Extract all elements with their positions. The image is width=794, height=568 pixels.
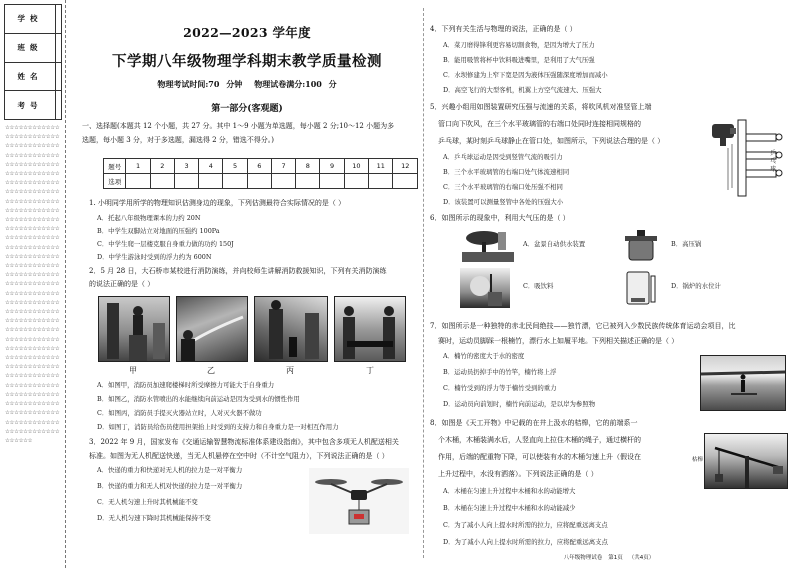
q2-option-d: D．如图丁，消防员给伤员使用担架抬上时受到的支持力和自身重力是一对相互作用力 <box>97 423 339 431</box>
q7-bamboo-rafting-photo <box>700 355 786 411</box>
q2-stem-1: 2．5 月 28 日，大石桥市某校进行消防演练，并向校师生讲解消防救援知识，下列有关消防演练 <box>89 267 387 275</box>
answer-grid-num: 7 <box>271 159 295 174</box>
q8-option-a: A．木桶在匀速上升过程中木桶和水的动能增大 <box>443 487 576 495</box>
q4-option-c: C．水坝修建为上窄下宽是因为液体压强随深度增加而减小 <box>443 71 608 79</box>
q2-label-yi: 乙 <box>207 366 215 375</box>
exam-meta <box>76 79 418 90</box>
q1-option-c: C．中学生爬一层楼克服自身重力做的功约 150J <box>97 240 234 248</box>
right-column <box>428 0 790 568</box>
q3-option-a: A．快递的重力和快递对无人机的拉力是一对平衡力 <box>97 466 243 474</box>
footer-total: （共4页） <box>628 555 655 561</box>
footer-subject: 八年级物理试卷 <box>563 555 603 561</box>
answer-cell[interactable] <box>199 174 223 189</box>
answer-grid-num: 8 <box>296 159 320 174</box>
q2-option-c: C．如图丙，消防员手提灭火器站立时，人对灭火器不做功 <box>97 409 262 417</box>
q3-drone-figure <box>309 468 409 534</box>
answer-grid-label-no: 题号 <box>104 159 126 174</box>
q5-option-a: A．乒乓球运动是因受到竖管气流的吸引力 <box>443 153 563 161</box>
bamboo-rafter-illustration <box>701 356 786 411</box>
q2-photo-bing <box>254 296 328 362</box>
q1-option-d: D．中学生游泳时受到的浮力约为 600N <box>97 253 212 261</box>
q6-stem: 6．如图所示的现象中，利用大气压的是（ ） <box>430 214 570 222</box>
q8-option-d: D．为了减小人向上提水时所需的拉力，应将配重远离支点 <box>443 538 608 546</box>
fold-line <box>423 8 424 558</box>
q7-stem-1: 7．如图所示是一种独特的赤北民间绝技——独竹漂，它已被列入少数民族传统体育运动会项目，比 <box>430 322 736 330</box>
answer-cell[interactable] <box>247 174 271 189</box>
section-intro-1: 一、选择题(本题共 12 个小题，共 27 分。其中 1～9 小题为单选题，每小题 2 分;10～12 小题为多 <box>82 122 395 130</box>
q5-stem-3: 乒乓球，某时刻乒乓球静止在管口处，如图所示，下列说法合理的是（ ） <box>438 137 665 145</box>
field-exam-number[interactable]: 考号 <box>5 91 61 119</box>
section-intro-2: 选题，每小题 3 分，对于多选题，漏选得 2 分，错选不得分。) <box>82 136 275 144</box>
extinguisher-illustration <box>255 297 328 362</box>
q2-label-ding: 丁 <box>366 366 374 375</box>
q5-stem-2: 管口向下吹风，在三个水平玻璃管的右端口处同时连接相同规格的 <box>438 120 641 128</box>
q4-option-d: D．高空飞行的大型客机，机翼上方空气流速大、压强大 <box>443 86 602 94</box>
q8-stem-1: 8．如图是《天工开物》中记载的在井上汲水的桔槔，它的前端系一 <box>430 419 638 427</box>
q2-photo-ding <box>334 296 406 362</box>
part-heading: 第一部分(客观题) <box>211 104 283 114</box>
q7-option-d: D．运动员向前划时，楠竹向前运动，是以岸为参照物 <box>443 400 596 408</box>
binding-sidebar <box>0 0 66 568</box>
q5-diagram-label: 乒乓球 <box>770 150 777 173</box>
stretcher-illustration <box>335 297 406 362</box>
q3-option-c: C．无人机匀速上升时其机械能不变 <box>97 498 198 506</box>
q5-option-c: C．三个水平玻璃管的右端口处压强不相同 <box>443 183 563 191</box>
answer-grid-answer-row <box>104 174 418 189</box>
q8-stem-3: 作用，后端的配重物下降，可以使装有水的木桶匀速上升（假设在 <box>438 453 641 461</box>
answer-grid-label-opt: 选项 <box>104 174 126 189</box>
answer-cell[interactable] <box>126 174 150 189</box>
boiler-gauge-icon <box>623 268 659 308</box>
full-score: 物理试卷满分:100 分 <box>254 79 337 89</box>
q8-diagram-label: 枯槔 <box>692 457 704 463</box>
q2-label-bing: 丙 <box>286 366 294 375</box>
q5-stem-1: 5．兴趣小组用如图装置研究压强与流速的关系，将吹风机对准竖管上端 <box>430 103 652 111</box>
exam-time: 物理考试时间:70 分钟 <box>157 79 243 89</box>
q1-option-b: B．中学生双脚站立对地面的压强约 100Pa <box>97 227 220 235</box>
answer-cell[interactable] <box>223 174 247 189</box>
q3-stem-2: 标准。如图为无人机配送快递，当无人机悬停在空中时（不计空气阻力），下列说法正确的是（ ） <box>89 452 389 460</box>
q3-option-b: B．快递的重力和无人机对快递的拉力是一对平衡力 <box>97 482 243 490</box>
well-sweep-illustration <box>705 434 788 489</box>
q5-option-d: D．该装置可以测量竖管中各处的压强大小 <box>443 198 564 206</box>
q2-photo-yi <box>176 296 248 362</box>
q2-photo-jia <box>98 296 170 362</box>
q5-airflow-diagram <box>710 118 790 200</box>
q7-option-a: A．楠竹的密度大于水的密度 <box>443 352 525 360</box>
q2-option-a: A．如图甲，消防员加速爬楼梯时所受摩擦力可能大于自身重力 <box>97 381 275 389</box>
bonsai-icon <box>460 228 516 264</box>
field-class[interactable]: 班级 <box>5 34 61 63</box>
field-school[interactable]: 学校 <box>5 5 61 34</box>
answer-cell[interactable] <box>393 174 418 189</box>
field-name[interactable]: 姓名 <box>5 63 61 92</box>
q3-option-d: D．无人机匀速下降时其机械能保持不变 <box>97 514 211 522</box>
q6-option-b: B．高压锅 <box>671 240 702 248</box>
answer-grid-num: 6 <box>247 159 271 174</box>
answer-grid-num: 3 <box>174 159 198 174</box>
q8-stem-4: 上升过程中，水没有洒落）。下列说法正确的是（ ） <box>438 470 598 478</box>
answer-grid-num: 11 <box>369 159 393 174</box>
footer-page: 第1页 <box>608 555 623 561</box>
answer-grid-num: 5 <box>223 159 247 174</box>
answer-grid-num: 2 <box>150 159 174 174</box>
q4-option-b: B．能用吸管将杯中饮料吸进嘴里，是利用了大气压强 <box>443 56 595 64</box>
q2-option-b: B．如图乙，消防水管喷出的水能继续向前运动是因为受到水的惯性作用 <box>97 395 300 403</box>
q4-option-a: A．菜刀磨得锋利更容易切割食物，是因为增大了压力 <box>443 41 595 49</box>
q6-option-a: A．盆景自动供水装置 <box>523 240 586 248</box>
answer-grid-num: 10 <box>344 159 368 174</box>
q7-option-b: B．运动员扔掉手中的竹竿，楠竹将上浮 <box>443 368 557 376</box>
q8-stem-2: 个木桶，木桶装满水后，人竖直向上拉住木桶的绳子，通过横杆的 <box>438 436 641 444</box>
drinking-child-photo <box>460 268 510 308</box>
q8-well-sweep-photo <box>704 433 788 489</box>
pressure-cooker-icon <box>623 228 659 264</box>
answer-cell[interactable] <box>150 174 174 189</box>
answer-grid-num: 9 <box>320 159 344 174</box>
answer-cell[interactable] <box>369 174 393 189</box>
answer-grid-header-row <box>104 159 418 174</box>
q6-option-d: D．锅炉的水位计 <box>671 282 721 290</box>
q7-stem-2: 赛时，运动员脚踩一根楠竹，漂行水上如履平地。下列相关描述正确的是（ ） <box>438 337 679 345</box>
q8-option-c: C．为了减小人向上提水时所需的拉力，应将配重远离支点 <box>443 521 608 529</box>
q6-option-c: C．吸饮料 <box>523 282 554 290</box>
q8-option-b: B．木桶在匀速上升过程中木桶和水的动能减少 <box>443 504 576 512</box>
page-footer <box>428 553 790 561</box>
answer-cell[interactable] <box>320 174 344 189</box>
q1-stem: 1. 小明同学用所学的物理知识估测身边的现象，下列估测最符合实际情况的是（ ） <box>89 199 346 207</box>
q2-stem-2: 的说法正确的是（ ） <box>89 280 155 288</box>
q5-option-b: B．三个水平玻璃管的右端口处气体流速相同 <box>443 168 570 176</box>
q4-stem: 4．下列有关生活与物理的说法，正确的是（ ） <box>430 25 577 33</box>
climbing-firefighter-illustration <box>99 297 170 362</box>
answer-cell[interactable] <box>174 174 198 189</box>
fire-hose-illustration <box>177 297 248 362</box>
answer-cell[interactable] <box>271 174 295 189</box>
q7-option-c: C．楠竹受到的浮力等于楠竹受到的重力 <box>443 384 557 392</box>
q3-stem-1: 3．2022 年 9 月，国家发布《交通运输智慧物流标准体系建设指南》，其中包含多项无人机配送相关 <box>89 438 399 446</box>
answer-grid-num: 12 <box>393 159 418 174</box>
answer-cell[interactable] <box>344 174 368 189</box>
q1-option-a: A．托起八年级物理课本的力约 20N <box>97 214 201 222</box>
left-column <box>76 0 418 568</box>
school-year: 2022—2023 学年度 <box>183 25 311 40</box>
answer-grid-num: 4 <box>199 159 223 174</box>
answer-grid <box>103 158 418 189</box>
q2-label-jia: 甲 <box>129 366 137 375</box>
drone-illustration <box>309 468 409 534</box>
student-info-box <box>4 4 62 120</box>
drinking-straw-icon <box>460 268 510 308</box>
answer-cell[interactable] <box>296 174 320 189</box>
star-border: ☆☆☆☆☆☆☆☆☆☆☆☆☆☆☆☆☆☆☆☆☆☆☆☆☆☆☆☆☆☆☆☆☆☆☆☆☆☆☆☆☆☆☆☆☆☆☆☆☆☆☆☆☆☆☆☆☆☆☆☆☆☆☆☆☆☆☆☆☆☆☆☆☆☆☆☆☆☆☆☆☆☆☆☆☆☆☆☆☆☆☆☆☆☆☆☆☆☆☆☆☆☆☆☆☆☆☆☆☆☆☆☆☆☆☆☆☆☆☆☆☆☆☆☆☆☆☆☆☆☆☆☆☆☆☆☆☆☆☆☆☆☆☆☆☆☆☆☆☆☆☆☆☆☆☆☆☆☆☆☆☆☆☆☆☆☆☆☆☆☆☆☆☆☆☆☆☆☆☆☆☆☆☆☆☆☆☆☆☆☆☆☆☆☆☆☆☆☆☆☆☆☆☆☆☆☆☆☆☆☆☆☆☆☆☆☆☆☆☆☆☆☆☆☆☆☆☆☆☆☆☆☆☆☆☆☆☆☆☆☆☆☆☆☆☆☆☆☆☆☆☆☆☆☆☆☆☆☆☆☆☆☆☆☆☆☆☆☆☆☆☆☆☆☆☆☆☆☆☆☆☆☆☆☆☆☆☆☆☆☆☆☆☆☆☆☆☆☆☆☆☆☆☆☆☆☆☆☆☆☆☆☆☆☆☆☆☆☆☆☆☆☆☆☆☆☆☆☆☆☆☆☆☆☆☆☆☆☆☆☆☆☆☆☆☆☆☆☆☆☆☆☆☆☆☆☆☆☆☆☆☆☆☆☆☆☆☆☆☆☆☆☆☆☆☆☆☆☆☆☆☆☆☆☆☆☆☆☆☆☆☆☆☆☆☆☆☆☆☆☆☆☆☆☆☆☆☆☆☆☆☆☆☆☆ <box>5 125 60 444</box>
answer-grid-num: 1 <box>126 159 150 174</box>
exam-title: 下学期八年级物理学科期末教学质量检测 <box>112 53 382 70</box>
